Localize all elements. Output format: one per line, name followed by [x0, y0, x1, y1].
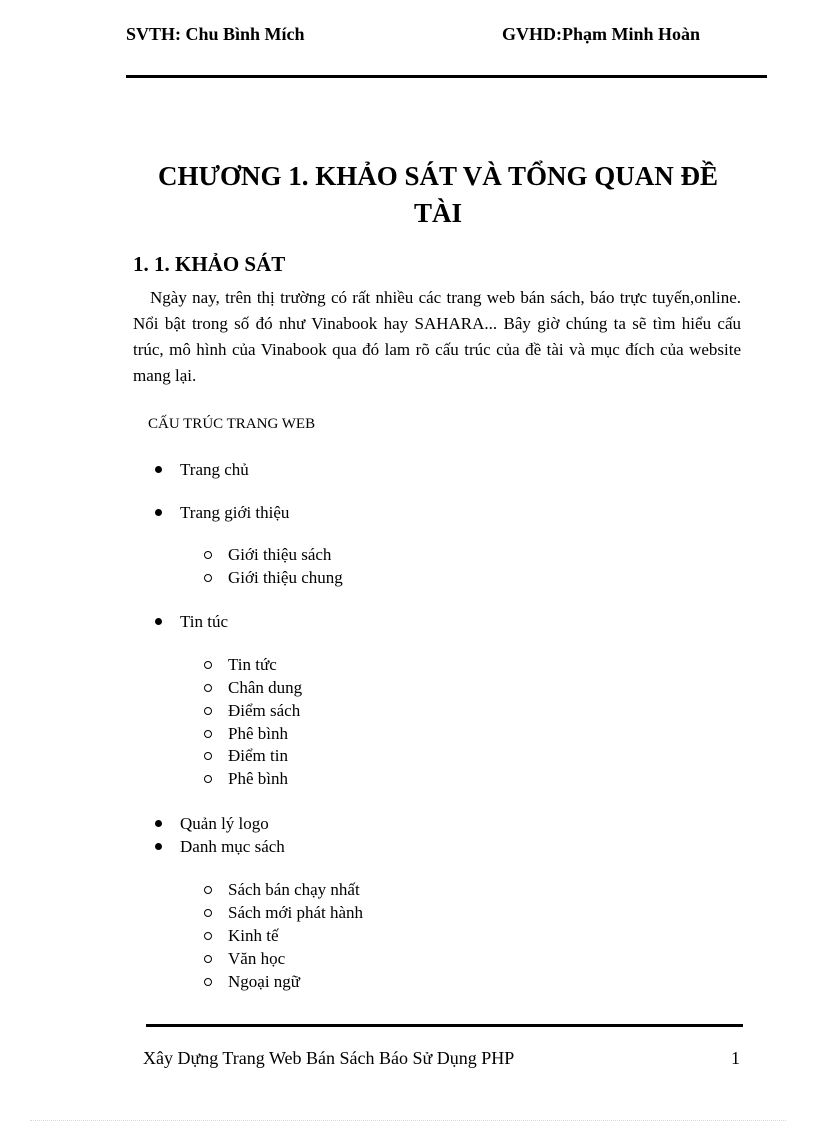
footer-rule [146, 1024, 743, 1027]
sub-list-item: Giới thiệu sách [228, 545, 332, 564]
circle-bullet-icon [204, 886, 212, 894]
circle-bullet-icon [204, 661, 212, 669]
list-item: Trang chủ [180, 460, 249, 479]
list-item: Danh mục sách [180, 837, 285, 856]
sub-list-item: Kinh tế [228, 926, 279, 945]
circle-bullet-icon [204, 932, 212, 940]
circle-bullet-icon [204, 684, 212, 692]
sub-list-item: Điểm tin [228, 746, 288, 765]
sub-list-item: Văn học [228, 949, 286, 968]
sub-list-item: Giới thiệu chung [228, 568, 343, 587]
section-heading: 1. 1. KHẢO SÁT [133, 252, 286, 276]
chapter-title-line-1: CHƯƠNG 1. KHẢO SÁT VÀ TỔNG QUAN ĐỀ [157, 161, 719, 191]
page-number: 1 [731, 1048, 740, 1068]
list-item: Tin túc [180, 612, 229, 631]
bullet-icon [155, 466, 162, 473]
circle-bullet-icon [204, 730, 212, 738]
circle-bullet-icon [204, 775, 212, 783]
header-advisor: GVHD:Phạm Minh Hoàn [502, 24, 701, 44]
sub-list-item: Phê bình [228, 724, 288, 743]
circle-bullet-icon [204, 574, 212, 582]
intro-paragraph: Ngày nay, trên thị trường có rất nhiều các trang web bán sách, báo trực tuyến,online. Nổi bật trong số đó như Vinabook hay SAHARA... Bây giờ chúng ta sẽ tìm hiểu cấu trúc, mô hình của Vinabook qua đó lam rõ cấu trúc của đề tài và mục đích của website mang lại. [133, 288, 741, 385]
circle-bullet-icon [204, 909, 212, 917]
page-edge-divider [30, 1120, 786, 1121]
sub-list-item: Tin tức [228, 655, 277, 674]
circle-bullet-icon [204, 707, 212, 715]
sub-list-item: Phê bình [228, 769, 288, 788]
sub-list-item: Chân dung [228, 678, 303, 697]
header-student: SVTH: Chu Bình Mích [126, 24, 305, 44]
sub-list-item: Ngoại ngữ [228, 972, 301, 991]
sub-list-item: Sách bán chạy nhất [228, 880, 360, 899]
chapter-title [150, 158, 726, 232]
circle-bullet-icon [204, 955, 212, 963]
bullet-icon [155, 509, 162, 516]
circle-bullet-icon [204, 551, 212, 559]
header-rule [126, 75, 767, 78]
circle-bullet-icon [204, 752, 212, 760]
list-item: Trang giới thiệu [180, 503, 290, 522]
bullet-icon [155, 843, 162, 850]
structure-caption: CẤU TRÚC TRANG WEB [148, 416, 316, 432]
circle-bullet-icon [204, 978, 212, 986]
sub-list-item: Điểm sách [228, 701, 301, 720]
footer-title: Xây Dựng Trang Web Bán Sách Báo Sử Dụng PHP [143, 1048, 515, 1068]
bullet-icon [155, 618, 162, 625]
bullet-icon [155, 820, 162, 827]
chapter-title-line-2: TÀI [413, 198, 462, 228]
list-item: Quản lý logo [180, 814, 269, 833]
sub-list-item: Sách mới phát hành [228, 903, 364, 922]
